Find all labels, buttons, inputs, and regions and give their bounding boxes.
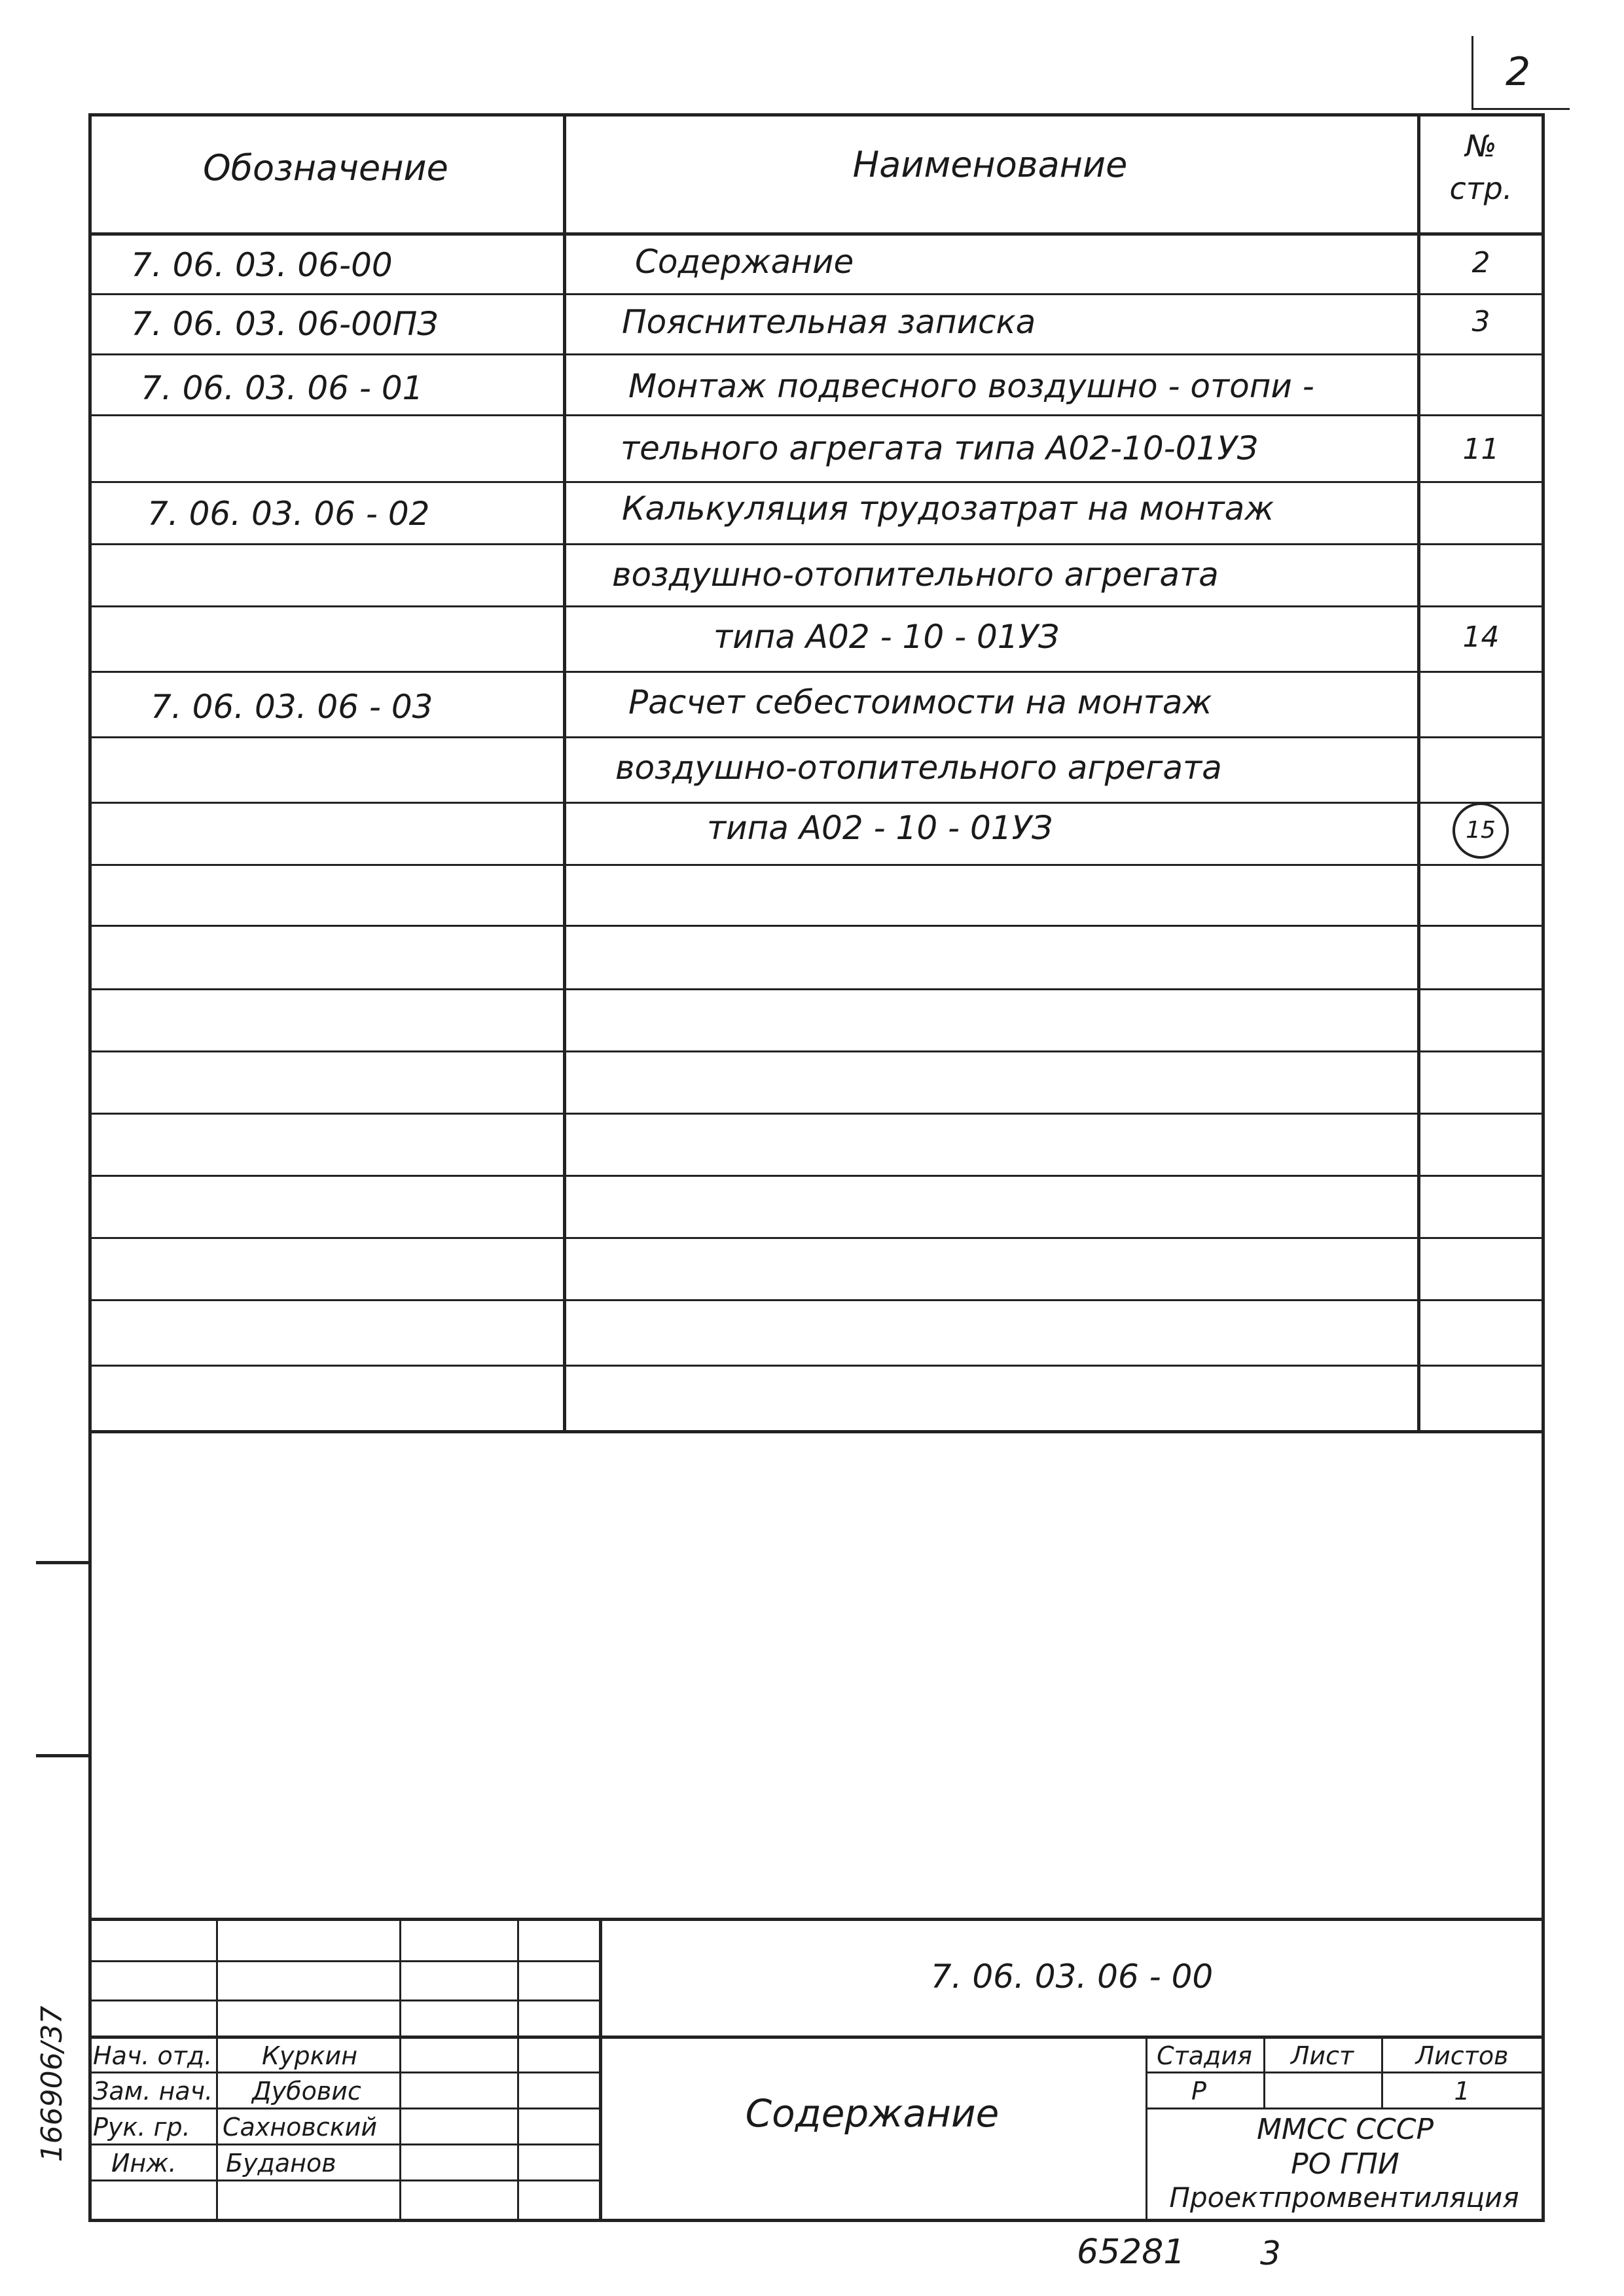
- role-name: Сахновский: [223, 2113, 378, 2142]
- org-line-2: РО ГПИ: [1291, 2147, 1399, 2181]
- header-name: Наименование: [852, 144, 1128, 185]
- title-rule: [88, 2144, 599, 2145]
- title-rule: [88, 2179, 599, 2181]
- row-rule: [88, 671, 1545, 673]
- title-rule: [88, 2000, 599, 2001]
- row-name: типа А02 - 10 - 01УЗ: [713, 618, 1060, 656]
- frame-bottom: [88, 2219, 1545, 2222]
- sheet-number: 2: [1506, 49, 1531, 95]
- role-label: Инж.: [111, 2149, 177, 2178]
- header-bottom-rule: [88, 232, 1545, 236]
- corner-rule: [1471, 108, 1570, 110]
- row-rule: [88, 988, 1545, 990]
- header-page-no-line1: №: [1465, 128, 1497, 164]
- title-rule: [88, 2108, 599, 2109]
- sheets-value: 1: [1454, 2077, 1470, 2106]
- stage-value: Р: [1191, 2077, 1206, 2106]
- role-label: Рук. гр.: [93, 2113, 190, 2142]
- margin-mark: [36, 1754, 90, 1757]
- role-name: Буданов: [226, 2149, 336, 2178]
- role-name: Куркин: [262, 2041, 358, 2070]
- row-rule: [88, 802, 1545, 804]
- row-rule: [88, 736, 1545, 738]
- row-rule: [88, 1299, 1545, 1301]
- row-page: 11: [1462, 433, 1500, 466]
- footer-page: 3: [1260, 2234, 1281, 2272]
- org-line-1: ММСС СССР: [1256, 2113, 1434, 2146]
- row-name: воздушно-отопительного агрегата: [612, 556, 1219, 594]
- title-col: [216, 1918, 218, 2219]
- row-name: тельного агрегата типа А02-10-01УЗ: [621, 429, 1258, 467]
- row-page: 3: [1471, 305, 1490, 338]
- org-line-3: Проектпромвентиляция: [1169, 2181, 1519, 2214]
- row-name: Монтаж подвесного воздушно - отопи -: [628, 367, 1314, 405]
- document-code: 7. 06. 03. 06 - 00: [930, 1958, 1214, 1996]
- sheets-label: Листов: [1415, 2041, 1509, 2070]
- row-rule: [88, 1237, 1545, 1239]
- corner-divider: [1471, 36, 1473, 108]
- row-rule: [88, 1365, 1545, 1367]
- row-rule: [88, 543, 1545, 545]
- row-designation: 7. 06. 03. 06 - 02: [147, 495, 430, 533]
- title-block-top: [88, 1918, 1545, 1921]
- header-page-no-line2: стр.: [1449, 171, 1513, 206]
- row-rule: [88, 925, 1545, 927]
- role-label: Зам. нач.: [93, 2077, 213, 2106]
- table-bottom-rule: [88, 1430, 1545, 1433]
- row-rule: [88, 1175, 1545, 1177]
- frame-left: [88, 113, 92, 2222]
- column-divider-1: [563, 113, 566, 1430]
- role-label: Нач. отд.: [93, 2041, 213, 2070]
- row-name: Калькуляция трудозатрат на монтаж: [622, 490, 1274, 528]
- role-name: Дубовис: [252, 2077, 361, 2106]
- title-col: [399, 1918, 401, 2219]
- sheet-label: Лист: [1290, 2041, 1354, 2070]
- row-designation: 7. 06. 03. 06 - 03: [151, 688, 433, 726]
- row-rule: [88, 353, 1545, 355]
- row-rule: [88, 605, 1545, 607]
- row-rule: [88, 481, 1545, 483]
- frame-right: [1542, 113, 1545, 2222]
- document-title: Содержание: [745, 2091, 1000, 2136]
- title-rule: [88, 1960, 599, 1962]
- order-number: 65281: [1077, 2233, 1185, 2272]
- margin-mark: [36, 1561, 90, 1564]
- row-rule: [88, 414, 1545, 416]
- row-name: воздушно-отопительного агрегата: [615, 749, 1222, 787]
- title-col: [517, 1918, 519, 2219]
- row-designation: 7. 06. 03. 06-00: [131, 246, 393, 284]
- header-designation: Обозначение: [203, 147, 448, 188]
- stage-label: Стадия: [1157, 2041, 1252, 2070]
- row-rule: [88, 864, 1545, 866]
- title-rule-main: [88, 2036, 1545, 2039]
- title-rule-right: [1146, 2072, 1545, 2073]
- row-designation: 7. 06. 03. 06 - 01: [141, 369, 424, 407]
- row-page: 2: [1471, 246, 1490, 279]
- row-page-circled: 15: [1453, 802, 1509, 859]
- row-rule: [88, 1050, 1545, 1052]
- frame-top: [88, 113, 1545, 117]
- row-name: Расчет себестоимости на монтаж: [628, 683, 1212, 721]
- title-rule-right: [1146, 2108, 1545, 2109]
- row-name: Содержание: [635, 243, 854, 281]
- row-name: типа А02 - 10 - 01УЗ: [707, 809, 1053, 847]
- row-name: Пояснительная записка: [622, 303, 1036, 341]
- inventory-number: 166906/37: [35, 2005, 69, 2162]
- row-designation: 7. 06. 03. 06-00ПЗ: [131, 305, 439, 343]
- row-rule: [88, 293, 1545, 295]
- row-page: 14: [1462, 620, 1500, 654]
- title-rule: [88, 2072, 599, 2073]
- row-rule: [88, 1113, 1545, 1115]
